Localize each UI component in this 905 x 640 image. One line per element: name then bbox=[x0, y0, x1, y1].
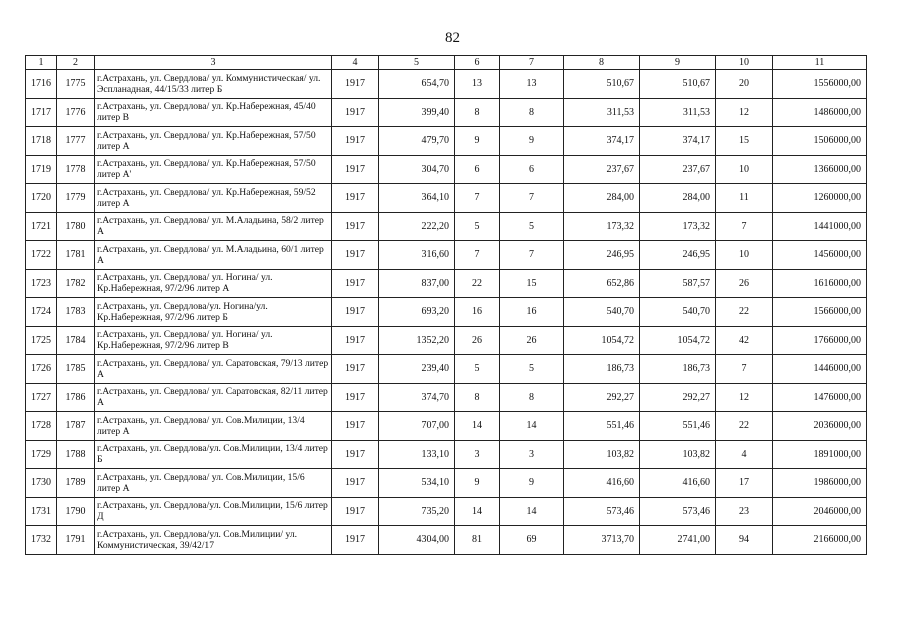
column-header: 6 bbox=[455, 56, 500, 70]
value-cell: 1891000,00 bbox=[773, 440, 867, 469]
address-cell: г.Астрахань, ул. Свердлова/ ул. Саратовская, 79/13 литер А bbox=[95, 355, 332, 384]
col6-cell: 13 bbox=[455, 70, 500, 99]
table-row bbox=[26, 155, 867, 184]
col6-cell: 81 bbox=[455, 526, 500, 555]
year-cell: 1917 bbox=[332, 298, 379, 327]
col10-cell: 22 bbox=[716, 298, 773, 327]
address-cell: г.Астрахань, ул. Свердлова/ ул. Кр.Набережная, 57/50 литер А bbox=[95, 127, 332, 156]
object-number: 1788 bbox=[57, 440, 95, 469]
col7-cell: 3 bbox=[500, 440, 564, 469]
col10-cell: 94 bbox=[716, 526, 773, 555]
address-cell: г.Астрахань, ул. Свердлова/ул. Сов.Милиции/ ул. Коммунистическая, 39/42/17 bbox=[95, 526, 332, 555]
area-cell: 374,70 bbox=[379, 383, 455, 412]
col7-cell: 5 bbox=[500, 355, 564, 384]
col6-cell: 9 bbox=[455, 127, 500, 156]
year-cell: 1917 bbox=[332, 212, 379, 241]
object-number: 1775 bbox=[57, 70, 95, 99]
col10-cell: 7 bbox=[716, 212, 773, 241]
value-cell: 1441000,00 bbox=[773, 212, 867, 241]
row-number: 1718 bbox=[26, 127, 57, 156]
value-cell: 1556000,00 bbox=[773, 70, 867, 99]
table-body bbox=[26, 70, 867, 555]
value-cell: 1456000,00 bbox=[773, 241, 867, 270]
row-number: 1726 bbox=[26, 355, 57, 384]
area-cell: 735,20 bbox=[379, 497, 455, 526]
object-number: 1791 bbox=[57, 526, 95, 555]
object-number: 1787 bbox=[57, 412, 95, 441]
col8-cell: 551,46 bbox=[564, 412, 640, 441]
col8-cell: 510,67 bbox=[564, 70, 640, 99]
object-number: 1780 bbox=[57, 212, 95, 241]
col7-cell: 26 bbox=[500, 326, 564, 355]
register-table bbox=[25, 55, 867, 555]
address-cell: г.Астрахань, ул. Свердлова/ ул. М.Аладьина, 60/1 литер А bbox=[95, 241, 332, 270]
year-cell: 1917 bbox=[332, 98, 379, 127]
area-cell: 364,10 bbox=[379, 184, 455, 213]
value-cell: 2046000,00 bbox=[773, 497, 867, 526]
table-row bbox=[26, 355, 867, 384]
area-cell: 133,10 bbox=[379, 440, 455, 469]
col6-cell: 7 bbox=[455, 184, 500, 213]
col6-cell: 8 bbox=[455, 98, 500, 127]
col9-cell: 2741,00 bbox=[640, 526, 716, 555]
col8-cell: 652,86 bbox=[564, 269, 640, 298]
column-header: 7 bbox=[500, 56, 564, 70]
address-cell: г.Астрахань, ул. Свердлова/ ул. Сов.Милиции, 13/4 литер А bbox=[95, 412, 332, 441]
page-number: 82 bbox=[445, 30, 460, 46]
area-cell: 4304,00 bbox=[379, 526, 455, 555]
col7-cell: 6 bbox=[500, 155, 564, 184]
area-cell: 222,20 bbox=[379, 212, 455, 241]
year-cell: 1917 bbox=[332, 70, 379, 99]
object-number: 1786 bbox=[57, 383, 95, 412]
col8-cell: 3713,70 bbox=[564, 526, 640, 555]
area-cell: 654,70 bbox=[379, 70, 455, 99]
object-number: 1783 bbox=[57, 298, 95, 327]
object-number: 1779 bbox=[57, 184, 95, 213]
table-row bbox=[26, 184, 867, 213]
col8-cell: 173,32 bbox=[564, 212, 640, 241]
col7-cell: 15 bbox=[500, 269, 564, 298]
col6-cell: 22 bbox=[455, 269, 500, 298]
object-number: 1782 bbox=[57, 269, 95, 298]
col8-cell: 246,95 bbox=[564, 241, 640, 270]
value-cell: 1566000,00 bbox=[773, 298, 867, 327]
col7-cell: 7 bbox=[500, 184, 564, 213]
address-cell: г.Астрахань, ул. Свердлова/ ул. Сов.Милиции, 15/6 литер А bbox=[95, 469, 332, 498]
value-cell: 1616000,00 bbox=[773, 269, 867, 298]
column-header: 1 bbox=[26, 56, 57, 70]
col10-cell: 23 bbox=[716, 497, 773, 526]
row-number: 1723 bbox=[26, 269, 57, 298]
value-cell: 2036000,00 bbox=[773, 412, 867, 441]
col8-cell: 103,82 bbox=[564, 440, 640, 469]
col6-cell: 5 bbox=[455, 212, 500, 241]
area-cell: 1352,20 bbox=[379, 326, 455, 355]
address-cell: г.Астрахань, ул. Свердлова/ ул. М.Аладьина, 58/2 литер А bbox=[95, 212, 332, 241]
row-number: 1729 bbox=[26, 440, 57, 469]
address-cell: г.Астрахань, ул. Свердлова/ул. Сов.Милиции, 13/4 литер Б bbox=[95, 440, 332, 469]
col7-cell: 7 bbox=[500, 241, 564, 270]
col9-cell: 173,32 bbox=[640, 212, 716, 241]
table-row bbox=[26, 526, 867, 555]
address-cell: г.Астрахань, ул. Свердлова/ ул. Кр.Набережная, 59/52 литер А bbox=[95, 184, 332, 213]
year-cell: 1917 bbox=[332, 241, 379, 270]
object-number: 1784 bbox=[57, 326, 95, 355]
address-cell: г.Астрахань, ул. Свердлова/ ул. Ногина/ ул. Кр.Набережная, 97/2/96 литер А bbox=[95, 269, 332, 298]
column-header: 5 bbox=[379, 56, 455, 70]
col6-cell: 16 bbox=[455, 298, 500, 327]
col8-cell: 237,67 bbox=[564, 155, 640, 184]
value-cell: 1506000,00 bbox=[773, 127, 867, 156]
col9-cell: 551,46 bbox=[640, 412, 716, 441]
table-row bbox=[26, 241, 867, 270]
year-cell: 1917 bbox=[332, 127, 379, 156]
col10-cell: 11 bbox=[716, 184, 773, 213]
col7-cell: 9 bbox=[500, 469, 564, 498]
address-cell: г.Астрахань, ул. Свердлова/ ул. Саратовская, 82/11 литер А bbox=[95, 383, 332, 412]
col8-cell: 374,17 bbox=[564, 127, 640, 156]
col7-cell: 9 bbox=[500, 127, 564, 156]
col7-cell: 69 bbox=[500, 526, 564, 555]
col10-cell: 15 bbox=[716, 127, 773, 156]
year-cell: 1917 bbox=[332, 269, 379, 298]
year-cell: 1917 bbox=[332, 355, 379, 384]
row-number: 1722 bbox=[26, 241, 57, 270]
year-cell: 1917 bbox=[332, 326, 379, 355]
area-cell: 534,10 bbox=[379, 469, 455, 498]
col9-cell: 292,27 bbox=[640, 383, 716, 412]
col7-cell: 8 bbox=[500, 383, 564, 412]
col8-cell: 186,73 bbox=[564, 355, 640, 384]
area-cell: 693,20 bbox=[379, 298, 455, 327]
col10-cell: 22 bbox=[716, 412, 773, 441]
row-number: 1725 bbox=[26, 326, 57, 355]
col8-cell: 540,70 bbox=[564, 298, 640, 327]
col9-cell: 246,95 bbox=[640, 241, 716, 270]
year-cell: 1917 bbox=[332, 412, 379, 441]
col9-cell: 416,60 bbox=[640, 469, 716, 498]
value-cell: 1366000,00 bbox=[773, 155, 867, 184]
address-cell: г.Астрахань, ул. Свердлова/ ул. Кр.Набережная, 45/40 литер В bbox=[95, 98, 332, 127]
row-number: 1716 bbox=[26, 70, 57, 99]
area-cell: 399,40 bbox=[379, 98, 455, 127]
table-row bbox=[26, 298, 867, 327]
row-number: 1727 bbox=[26, 383, 57, 412]
col8-cell: 311,53 bbox=[564, 98, 640, 127]
col10-cell: 12 bbox=[716, 383, 773, 412]
year-cell: 1917 bbox=[332, 155, 379, 184]
col10-cell: 20 bbox=[716, 70, 773, 99]
year-cell: 1917 bbox=[332, 497, 379, 526]
year-cell: 1917 bbox=[332, 383, 379, 412]
col6-cell: 3 bbox=[455, 440, 500, 469]
table-row bbox=[26, 212, 867, 241]
area-cell: 304,70 bbox=[379, 155, 455, 184]
col10-cell: 17 bbox=[716, 469, 773, 498]
column-header: 9 bbox=[640, 56, 716, 70]
col7-cell: 14 bbox=[500, 412, 564, 441]
table-row bbox=[26, 440, 867, 469]
col10-cell: 10 bbox=[716, 155, 773, 184]
object-number: 1789 bbox=[57, 469, 95, 498]
table-row bbox=[26, 497, 867, 526]
col9-cell: 587,57 bbox=[640, 269, 716, 298]
value-cell: 1476000,00 bbox=[773, 383, 867, 412]
col10-cell: 42 bbox=[716, 326, 773, 355]
address-cell: г.Астрахань, ул. Свердлова/ ул. Коммунистическая/ ул. Эспланадная, 44/15/33 литер Б bbox=[95, 70, 332, 99]
header-row bbox=[26, 56, 867, 70]
table-row bbox=[26, 469, 867, 498]
value-cell: 1986000,00 bbox=[773, 469, 867, 498]
table-row bbox=[26, 412, 867, 441]
row-number: 1732 bbox=[26, 526, 57, 555]
col6-cell: 7 bbox=[455, 241, 500, 270]
col10-cell: 7 bbox=[716, 355, 773, 384]
col7-cell: 13 bbox=[500, 70, 564, 99]
col6-cell: 5 bbox=[455, 355, 500, 384]
col10-cell: 26 bbox=[716, 269, 773, 298]
col6-cell: 6 bbox=[455, 155, 500, 184]
value-cell: 1486000,00 bbox=[773, 98, 867, 127]
col9-cell: 237,67 bbox=[640, 155, 716, 184]
column-header: 11 bbox=[773, 56, 867, 70]
col6-cell: 8 bbox=[455, 383, 500, 412]
col9-cell: 284,00 bbox=[640, 184, 716, 213]
col6-cell: 26 bbox=[455, 326, 500, 355]
object-number: 1777 bbox=[57, 127, 95, 156]
year-cell: 1917 bbox=[332, 184, 379, 213]
row-number: 1720 bbox=[26, 184, 57, 213]
row-number: 1717 bbox=[26, 98, 57, 127]
col6-cell: 14 bbox=[455, 412, 500, 441]
value-cell: 1260000,00 bbox=[773, 184, 867, 213]
col7-cell: 5 bbox=[500, 212, 564, 241]
table-row bbox=[26, 326, 867, 355]
column-header: 2 bbox=[57, 56, 95, 70]
col6-cell: 9 bbox=[455, 469, 500, 498]
table-row bbox=[26, 98, 867, 127]
area-cell: 239,40 bbox=[379, 355, 455, 384]
col8-cell: 573,46 bbox=[564, 497, 640, 526]
table-row bbox=[26, 127, 867, 156]
col9-cell: 540,70 bbox=[640, 298, 716, 327]
row-number: 1721 bbox=[26, 212, 57, 241]
col9-cell: 103,82 bbox=[640, 440, 716, 469]
col7-cell: 8 bbox=[500, 98, 564, 127]
table-row bbox=[26, 269, 867, 298]
row-number: 1731 bbox=[26, 497, 57, 526]
object-number: 1776 bbox=[57, 98, 95, 127]
table-row bbox=[26, 70, 867, 99]
col8-cell: 292,27 bbox=[564, 383, 640, 412]
area-cell: 479,70 bbox=[379, 127, 455, 156]
address-cell: г.Астрахань, ул. Свердлова/ ул. Кр.Набережная, 57/50 литер А' bbox=[95, 155, 332, 184]
row-number: 1730 bbox=[26, 469, 57, 498]
row-number: 1719 bbox=[26, 155, 57, 184]
column-header: 8 bbox=[564, 56, 640, 70]
table-row bbox=[26, 383, 867, 412]
year-cell: 1917 bbox=[332, 526, 379, 555]
col8-cell: 284,00 bbox=[564, 184, 640, 213]
object-number: 1785 bbox=[57, 355, 95, 384]
col9-cell: 374,17 bbox=[640, 127, 716, 156]
column-header: 4 bbox=[332, 56, 379, 70]
value-cell: 1446000,00 bbox=[773, 355, 867, 384]
col9-cell: 510,67 bbox=[640, 70, 716, 99]
col7-cell: 14 bbox=[500, 497, 564, 526]
value-cell: 2166000,00 bbox=[773, 526, 867, 555]
area-cell: 837,00 bbox=[379, 269, 455, 298]
object-number: 1790 bbox=[57, 497, 95, 526]
value-cell: 1766000,00 bbox=[773, 326, 867, 355]
col6-cell: 14 bbox=[455, 497, 500, 526]
object-number: 1778 bbox=[57, 155, 95, 184]
col9-cell: 186,73 bbox=[640, 355, 716, 384]
col10-cell: 10 bbox=[716, 241, 773, 270]
row-number: 1728 bbox=[26, 412, 57, 441]
year-cell: 1917 bbox=[332, 440, 379, 469]
area-cell: 707,00 bbox=[379, 412, 455, 441]
object-number: 1781 bbox=[57, 241, 95, 270]
col10-cell: 4 bbox=[716, 440, 773, 469]
year-cell: 1917 bbox=[332, 469, 379, 498]
col9-cell: 311,53 bbox=[640, 98, 716, 127]
column-header: 10 bbox=[716, 56, 773, 70]
col8-cell: 1054,72 bbox=[564, 326, 640, 355]
col7-cell: 16 bbox=[500, 298, 564, 327]
col8-cell: 416,60 bbox=[564, 469, 640, 498]
row-number: 1724 bbox=[26, 298, 57, 327]
address-cell: г.Астрахань, ул. Свердлова/ ул. Ногина/ ул. Кр.Набережная, 97/2/96 литер В bbox=[95, 326, 332, 355]
col9-cell: 573,46 bbox=[640, 497, 716, 526]
address-cell: г.Астрахань, ул. Свердлова/ул. Ногина/ул. Кр.Набережная, 97/2/96 литер Б bbox=[95, 298, 332, 327]
address-cell: г.Астрахань, ул. Свердлова/ул. Сов.Милиции, 15/6 литер Д bbox=[95, 497, 332, 526]
column-header: 3 bbox=[95, 56, 332, 70]
col9-cell: 1054,72 bbox=[640, 326, 716, 355]
area-cell: 316,60 bbox=[379, 241, 455, 270]
col10-cell: 12 bbox=[716, 98, 773, 127]
